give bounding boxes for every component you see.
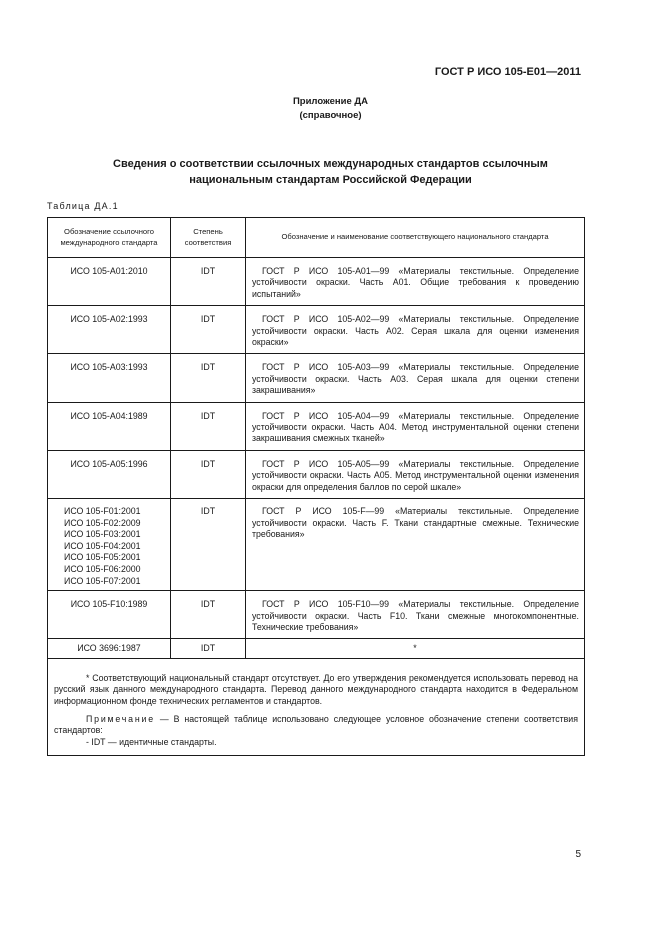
- table-footnote: [48, 658, 585, 756]
- intl-standard-item: ИСО 105-F02:2009: [64, 517, 141, 528]
- national-standard-cell: [246, 258, 585, 306]
- document-code: ГОСТ Р ИСО 105-Е01—2011: [434, 66, 581, 78]
- header-degree-line-2: соответствия: [184, 237, 232, 247]
- header-degree-line-1: Степень: [193, 227, 223, 236]
- national-standard-text: ГОСТ Р ИСО 105-А01—99 «Материалы текстильные. Определение устойчивости окраски. Часть А01. Общие требования к проведению испытаний»: [252, 266, 579, 299]
- intl-standard-cell: ИСО 105-А02:1993: [48, 306, 171, 354]
- degree-cell: IDT: [171, 450, 246, 498]
- table-row: [48, 639, 585, 658]
- header-intl-standard: [48, 218, 171, 258]
- header-intl-standard-line-2: международного стандарта: [60, 237, 158, 247]
- table-row-f-group: [48, 499, 585, 591]
- intl-standard-item: ИСО 105-F06:2000: [64, 564, 141, 575]
- intl-standard-item: ИСО 105-F05:2001: [64, 552, 141, 563]
- header-degree: [171, 218, 246, 258]
- annex-heading: [0, 95, 661, 123]
- table-row: [48, 354, 585, 402]
- national-standard-cell: *: [246, 639, 585, 658]
- intl-standard-cell: ИСО 105-А05:1996: [48, 450, 171, 498]
- intl-standard-cell: ИСО 105-А04:1989: [48, 402, 171, 450]
- table-footnote-row: [48, 658, 585, 756]
- degree-cell: IDT: [171, 354, 246, 402]
- page-number: 5: [575, 849, 581, 860]
- degree-cell: IDT: [171, 258, 246, 306]
- header-national-standard: Обозначение и наименование соответствующего национального стандарта: [246, 218, 585, 258]
- page-title-line-2: национальным стандартам Российской Федерации: [189, 174, 472, 186]
- national-standard-text: ГОСТ Р ИСО 105-А05—99 «Материалы текстильные. Определение устойчивости окраски. Часть А05. Метод инструментальной оценки изменения окраски для определения баллов по серой шкале»: [252, 458, 579, 492]
- national-standard-text: ГОСТ Р ИСО 105-А04—99 «Материалы текстильные. Определение устойчивости окраски. Часть А04. Метод инструментальной оценки степени закрашивания смежных тканей»: [252, 410, 579, 444]
- note-list-item: - IDT — идентичные стандарты.: [86, 736, 217, 747]
- intl-standard-cell: ИСО 3696:1987: [48, 639, 171, 658]
- national-standard-cell: [246, 306, 585, 354]
- footnote-star-text: [54, 673, 578, 708]
- degree-cell: IDT: [171, 499, 246, 591]
- note-label: Примечание: [86, 713, 155, 724]
- national-standard-text: ГОСТ Р ИСО 105-А02—99 «Материалы текстильные. Определение устойчивости окраски. Часть А02. Серая шкала для оценки изменения окраски»: [252, 314, 579, 348]
- national-standard-text: ГОСТ Р ИСО 105-А03—99 «Материалы текстильные. Определение устойчивости окраски. Часть А03. Серая шкала для оценки степени закрашивания»: [252, 362, 579, 396]
- footnote-note: [54, 714, 578, 737]
- national-standard-cell: [246, 450, 585, 498]
- page-title: [60, 156, 601, 188]
- page-title-line-1: Сведения о соответствии ссылочных международных стандартов ссылочным: [113, 158, 548, 170]
- national-standard-cell: [246, 591, 585, 639]
- correspondence-table: [47, 217, 585, 756]
- intl-standard-item: ИСО 105-F03:2001: [64, 529, 141, 540]
- table-row: [48, 591, 585, 639]
- table-row: [48, 450, 585, 498]
- national-standard-text: ГОСТ Р ИСО 105-F—99 «Материалы текстильные. Определение устойчивости окраски. Часть F. Ткани стандартные смежные. Технические требования»: [252, 506, 579, 539]
- national-standard-cell: [246, 499, 585, 591]
- national-standard-text: ГОСТ Р ИСО 105-F10—99 «Материалы текстильные. Определение устойчивости окраски. Часть F10. Ткани смежные многокомпонентные. Технические требования»: [252, 599, 579, 633]
- intl-standard-cell: ИСО 105-А03:1993: [48, 354, 171, 402]
- annex-subtitle: (справочное): [299, 110, 362, 121]
- intl-standard-item: ИСО 105-F01:2001: [64, 506, 141, 517]
- intl-standard-cell: [48, 499, 171, 591]
- footnote-star-text-content: * Соответствующий национальный стандарт отсутствует. До его утверждения рекомендуется использовать перевод на русский язык данного международного стандарта. Перевод данного международного стандарта находится в Федеральном информационном фонде технических регламентов и стандартов.: [54, 672, 578, 707]
- intl-standard-item: ИСО 105-F07:2001: [64, 575, 141, 586]
- intl-standard-cell: ИСО 105-А01:2010: [48, 258, 171, 306]
- degree-cell: IDT: [171, 591, 246, 639]
- intl-standard-item: ИСО 105-F04:2001: [64, 540, 141, 551]
- national-standard-cell: [246, 402, 585, 450]
- degree-cell: IDT: [171, 639, 246, 658]
- annex-title: Приложение ДА: [292, 96, 369, 107]
- intl-standard-cell: ИСО 105-F10:1989: [48, 591, 171, 639]
- degree-cell: IDT: [171, 402, 246, 450]
- header-intl-standard-line-1: Обозначение ссылочного: [64, 227, 154, 236]
- table-caption: Таблица ДА.1: [47, 201, 119, 211]
- table-row: [48, 402, 585, 450]
- table-row: [48, 258, 585, 306]
- degree-cell: IDT: [171, 306, 246, 354]
- table-header-row: [48, 218, 585, 258]
- table-row: [48, 306, 585, 354]
- note-text: — В настоящей таблице использовано следующее условное обозначение степени соответствия стандартов:: [54, 713, 578, 736]
- national-standard-cell: [246, 354, 585, 402]
